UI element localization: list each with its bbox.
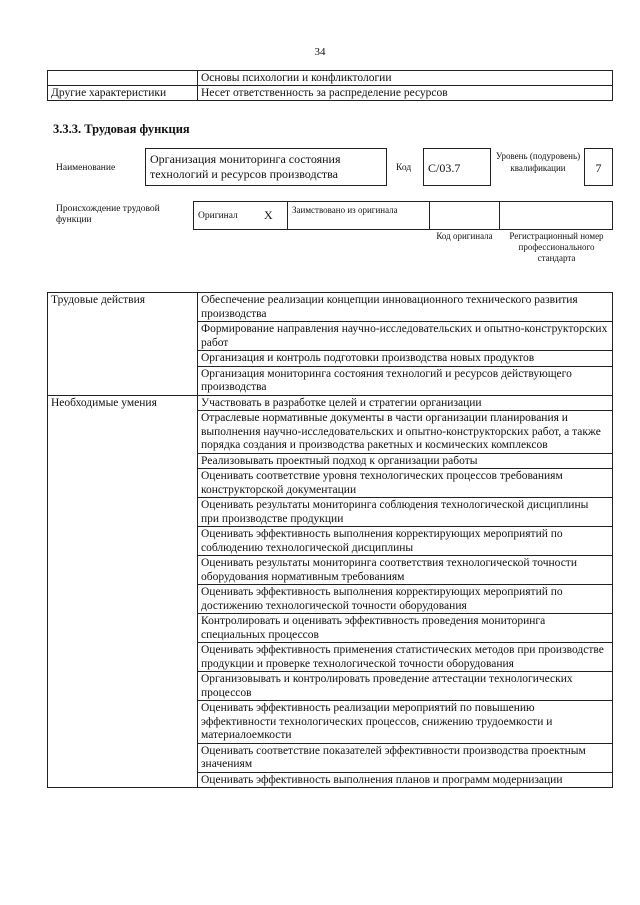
item-cell: Формирование направления научно-исследовательских и опытно-конструкторских работ (198, 322, 613, 351)
item-cell: Обеспечение реализации концепции инновационного технического развития производства (198, 293, 613, 322)
category-cell: Необходимые умения (48, 395, 198, 788)
code-label: Код (396, 163, 412, 173)
item-cell: Оценивать эффективность применения статистических методов при производстве продукции и проверке технологической точности оборудования (198, 643, 613, 672)
original-code-cell (429, 201, 500, 230)
original-mark: X (264, 208, 273, 222)
row-value: Несет ответственность за распределение ресурсов (198, 86, 613, 101)
page-number: 34 (314, 46, 326, 58)
function-code-box: С/03.7 (423, 148, 491, 186)
origin-row (193, 201, 613, 230)
item-cell: Оценивать соответствие показателей эффективности производства проектным значениям (198, 743, 613, 772)
code-caption: Код оригинала (436, 231, 493, 241)
registration-caption: Регистрационный номер профессионального стандарта (509, 231, 604, 263)
function-name-box: Организация мониторинга состояния технологий и ресурсов производства (145, 148, 387, 186)
row-label: Другие характеристики (48, 86, 198, 101)
item-cell: Реализовывать проектный подход к организации работы (198, 453, 613, 469)
origin-label: Происхождение трудовой функции (56, 204, 160, 225)
original-cell (193, 201, 288, 230)
table-row (48, 293, 613, 322)
registration-number-cell (499, 201, 613, 230)
table-row (48, 395, 613, 411)
item-cell: Оценивать эффективность выполнения корректирующих мероприятий по соблюдению технологической дисциплины (198, 527, 613, 556)
top-table (47, 70, 613, 101)
item-cell: Оценивать результаты мониторинга соответствия технологической точности оборудования нормативным требованиям (198, 556, 613, 585)
item-cell: Оценивать эффективность выполнения планов и программ модернизации (198, 772, 613, 788)
item-cell: Отраслевые нормативные документы в части организации планирования и выполнения научно-исследовательских и опытно-конструкторских работ, а также порядка создания и производства ракетных и космических комплексов (198, 411, 613, 454)
item-cell: Участвовать в разработке целей и стратегии организации (198, 395, 613, 411)
borrowed-label: Заимствовано из оригинала (292, 205, 398, 215)
item-cell: Организация мониторинга состояния технологий и ресурсов действующего производства (198, 366, 613, 395)
item-cell: Оценивать результаты мониторинга соблюдения технологической дисциплины при производстве продукции (198, 498, 613, 527)
name-label: Наименование (56, 163, 116, 173)
row-label (48, 71, 198, 86)
qualification-level-box: 7 (584, 148, 613, 186)
table-row (48, 86, 613, 101)
item-cell: Организация и контроль подготовки производства новых продуктов (198, 351, 613, 367)
table-row (48, 71, 613, 86)
actions-table (47, 292, 613, 788)
section-title: 3.3.3. Трудовая функция (53, 122, 190, 136)
item-cell: Оценивать эффективность выполнения корректирующих мероприятий по достижению технологической точности оборудования (198, 585, 613, 614)
item-cell: Контролировать и оценивать эффективность проведения мониторинга специальных процессов (198, 614, 613, 643)
borrowed-cell (287, 201, 430, 230)
row-value: Основы психологии и конфликтологии (198, 71, 613, 86)
item-cell: Оценивать соответствие уровня технологических процессов требованиям конструкторской документации (198, 469, 613, 498)
category-cell: Трудовые действия (48, 293, 198, 396)
item-cell: Организовывать и контролировать проведение аттестации технологических процессов (198, 672, 613, 701)
level-label: Уровень (подуровень) квалификации (495, 151, 581, 173)
item-cell: Оценивать эффективность реализации мероприятий по повышению эффективности технологических процессов, снижению трудоемкости и материалоемкости (198, 701, 613, 744)
original-label: Оригинал (198, 211, 238, 221)
